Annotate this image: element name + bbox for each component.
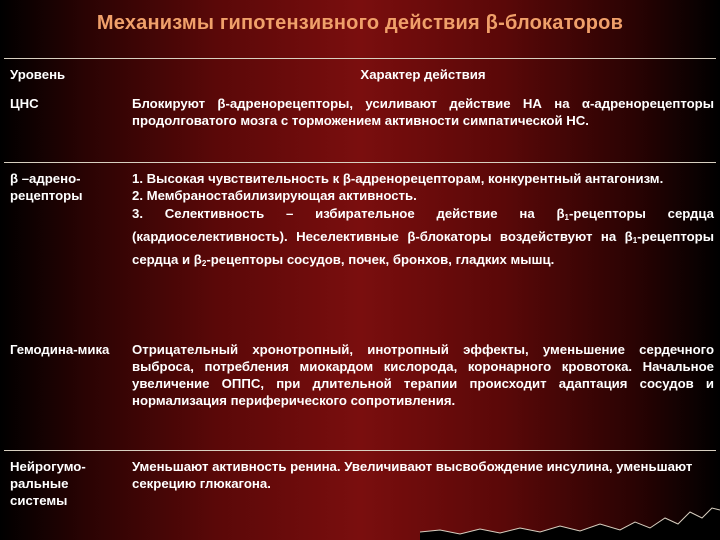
row-beta-item-3: 3. Селективность – избирательное действие на $\beta_1$-рецепторы сердца (кардиоселективность). Неселективные β-блокаторы воздействуют на $\beta_1$-рецепторы сердца и $\beta_2$-рецепторы сосудов, почек, бронхов, гладких мышц. [132,206,714,268]
row-divider-1 [4,162,716,163]
row-beta-text [132,170,714,273]
table-top-border [4,58,716,59]
row-hemodynamics-level: Гемодина-мика [10,342,110,357]
row-neurohumoral-paragraph: Уменьшают активность ренина. Увеличивают высвобождение инсулина, уменьшают секрецию глюкагона. [132,459,693,491]
row-neurohumoral-level: Нейрогумо-ральные системы [10,459,86,508]
slide-title: Механизмы гипотензивного действия β-блокаторов [96,12,624,34]
header-level: Уровень [10,67,66,82]
row-hemodynamics-text [132,341,714,409]
row-neurohumoral-text [132,458,714,492]
row-hemodynamics-paragraph: Отрицательный хронотропный, инотропный эффекты, уменьшение сердечного выброса, потребления миокардом кислорода, коронарного кровотока. Начальное увеличение ОППС, при длительной терапии происходит адаптация сосудов и нормализация периферического сопротивления. [132,342,714,408]
row-cns-level: ЦНС [10,96,39,111]
header-action: Характер действия [360,67,486,82]
torn-edge-decoration [420,504,720,540]
row-beta-level: β –адрено-рецепторы [10,171,83,203]
row-beta-item-2: 2. Мембраностабилизирующая активность. [132,188,417,203]
row-beta-item-1: 1. Высокая чувствительность к β-адренорецепторам, конкурентный антагонизм. [132,171,664,186]
row-cns-text [132,95,714,129]
row-cns-paragraph: Блокируют β-адренорецепторы, усиливают действие НА на α-адренорецепторы продолговатого мозга с торможением активности симпатической НС. [132,96,714,128]
mechanisms-table [4,58,716,540]
row-divider-2 [4,450,716,451]
